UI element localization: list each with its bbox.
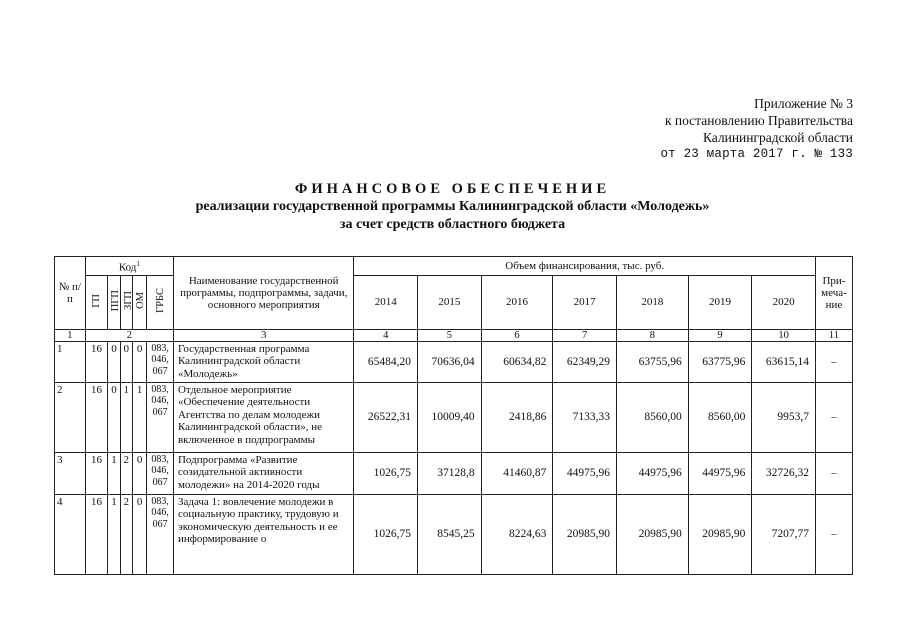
row-om: 0 <box>132 494 146 574</box>
row-num: 1 <box>55 341 86 382</box>
row-name: Отдельное мероприятие «Обеспечение деятельности Агентства по делам молодежи Калининградской области», не включенное в подпрограммы <box>173 382 353 452</box>
column-number: 7 <box>553 329 617 341</box>
header-name: Наименование государственной программы, подпрограммы, задачи, основного мероприятия <box>173 257 353 330</box>
row-num: 3 <box>55 452 86 494</box>
column-number: 2 <box>85 329 173 341</box>
row-value-2020: 32726,32 <box>752 452 816 494</box>
header-year-2020: 2020 <box>752 275 816 329</box>
row-value-2018: 63755,96 <box>616 341 688 382</box>
row-value-2018: 20985,90 <box>616 494 688 574</box>
table-row <box>55 341 853 382</box>
document-title <box>0 180 905 234</box>
header-grbs: ГРБС <box>147 275 174 329</box>
row-om: 0 <box>132 452 146 494</box>
title-heading: ФИНАНСОВОЕ ОБЕСПЕЧЕНИЕ <box>294 181 611 197</box>
header-year-2014: 2014 <box>354 275 418 329</box>
header-year-2015: 2015 <box>418 275 482 329</box>
row-value-2019: 20985,90 <box>688 494 752 574</box>
row-value-2014: 1026,75 <box>354 452 418 494</box>
row-note: – <box>815 341 852 382</box>
header-num: № п/п <box>55 257 86 330</box>
row-num: 4 <box>55 494 86 574</box>
row-gp: 16 <box>85 452 108 494</box>
row-name: Задача 1: вовлечение молодежи в социальную практику, трудовую и экономическую деятельность и ее информирование о <box>173 494 353 574</box>
column-number: 11 <box>815 329 852 341</box>
appendix-region: Калининградской области <box>702 130 853 145</box>
title-line-3: за счет средств областного бюджета <box>339 217 566 232</box>
row-value-2017: 7133,33 <box>553 382 617 452</box>
row-name: Государственная программа Калининградской области «Молодежь» <box>173 341 353 382</box>
row-value-2016: 8224,63 <box>481 494 553 574</box>
row-gp: 16 <box>85 341 108 382</box>
table-row <box>55 382 853 452</box>
column-number: 1 <box>55 329 86 341</box>
column-number: 3 <box>173 329 353 341</box>
row-value-2019: 8560,00 <box>688 382 752 452</box>
row-gp: 16 <box>85 382 108 452</box>
row-note: – <box>815 382 852 452</box>
row-name: Подпрограмма «Развитие созидательной активности молодежи» на 2014-2020 годы <box>173 452 353 494</box>
header-zgp: ЗГП <box>120 275 132 329</box>
row-gp: 16 <box>85 494 108 574</box>
financing-table <box>54 256 853 575</box>
header-year-2016: 2016 <box>481 275 553 329</box>
row-grbs: 083, 046, 067 <box>147 382 174 452</box>
row-zgp: 0 <box>120 341 132 382</box>
row-value-2017: 20985,90 <box>553 494 617 574</box>
row-value-2019: 63775,96 <box>688 341 752 382</box>
row-value-2015: 70636,04 <box>418 341 482 382</box>
header-gp: ГП <box>85 275 108 329</box>
appendix-resolution: к постановлению Правительства <box>664 113 853 128</box>
row-value-2020: 63615,14 <box>752 341 816 382</box>
header-code-label: Код <box>118 261 137 274</box>
appendix-date: от 23 марта 2017 г. № 133 <box>660 147 853 161</box>
row-value-2016: 2418,86 <box>481 382 553 452</box>
column-number: 9 <box>688 329 752 341</box>
column-number: 4 <box>354 329 418 341</box>
header-volume: Объем финансирования, тыс. руб. <box>354 257 816 276</box>
row-value-2016: 60634,82 <box>481 341 553 382</box>
row-grbs: 083, 046, 067 <box>147 452 174 494</box>
row-value-2017: 44975,96 <box>553 452 617 494</box>
header-note: При-меча-ние <box>815 257 852 330</box>
title-line-2: реализации государственной программы Калининградской области «Молодежь» <box>195 199 710 214</box>
header-code <box>85 257 173 276</box>
column-number: 8 <box>616 329 688 341</box>
column-number: 6 <box>481 329 553 341</box>
row-zgp: 1 <box>120 382 132 452</box>
row-value-2020: 7207,77 <box>752 494 816 574</box>
row-pgp: 0 <box>108 341 120 382</box>
header-code-footnote: 1 <box>136 260 140 268</box>
row-pgp: 0 <box>108 382 120 452</box>
row-value-2020: 9953,7 <box>752 382 816 452</box>
row-om: 1 <box>132 382 146 452</box>
row-value-2015: 8545,25 <box>418 494 482 574</box>
row-grbs: 083, 046, 067 <box>147 494 174 574</box>
row-zgp: 2 <box>120 452 132 494</box>
header-year-2018: 2018 <box>616 275 688 329</box>
appendix-block <box>660 95 853 163</box>
row-zgp: 2 <box>120 494 132 574</box>
header-year-2017: 2017 <box>553 275 617 329</box>
header-row-1 <box>55 257 853 276</box>
row-grbs: 083, 046, 067 <box>147 341 174 382</box>
row-value-2015: 37128,8 <box>418 452 482 494</box>
header-pgp: ПГП <box>108 275 120 329</box>
row-num: 2 <box>55 382 86 452</box>
column-number-row <box>55 329 853 341</box>
row-pgp: 1 <box>108 494 120 574</box>
row-note: – <box>815 494 852 574</box>
column-number: 10 <box>752 329 816 341</box>
appendix-number: Приложение № 3 <box>754 96 853 111</box>
header-om: ОМ <box>132 275 146 329</box>
row-value-2019: 44975,96 <box>688 452 752 494</box>
row-value-2018: 44975,96 <box>616 452 688 494</box>
table-row <box>55 494 853 574</box>
row-value-2018: 8560,00 <box>616 382 688 452</box>
row-value-2014: 26522,31 <box>354 382 418 452</box>
row-value-2017: 62349,29 <box>553 341 617 382</box>
row-value-2015: 10009,40 <box>418 382 482 452</box>
header-year-2019: 2019 <box>688 275 752 329</box>
column-number: 5 <box>418 329 482 341</box>
row-pgp: 1 <box>108 452 120 494</box>
row-value-2014: 1026,75 <box>354 494 418 574</box>
row-value-2016: 41460,87 <box>481 452 553 494</box>
table-row <box>55 452 853 494</box>
row-value-2014: 65484,20 <box>354 341 418 382</box>
row-om: 0 <box>132 341 146 382</box>
row-note: – <box>815 452 852 494</box>
